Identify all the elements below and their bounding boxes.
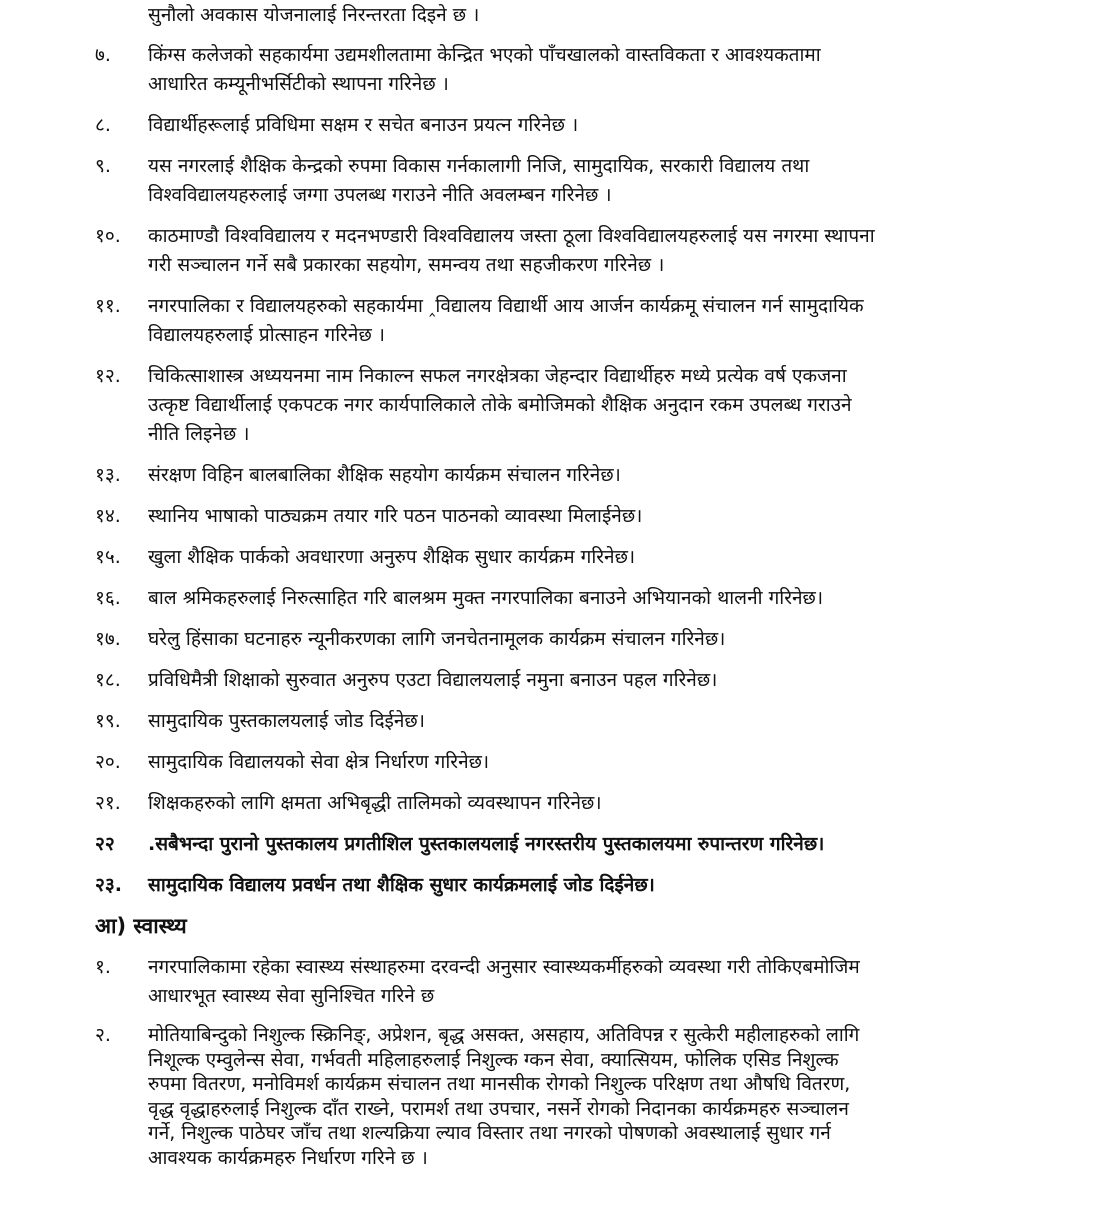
list-item <box>0 543 1093 572</box>
item-text <box>148 953 1093 1011</box>
text-line: शिक्षकहरुको लागि क्षमता अभिबृद्धी तालिमको व्यवस्थापन गरिनेछ। <box>148 792 602 814</box>
item-number: १८. <box>95 669 121 691</box>
item-number: १४. <box>95 505 121 527</box>
item-text <box>148 625 1093 654</box>
text-line: मोतियाबिन्दुको निशुल्क स्क्रिनिङ्, अप्रेशन, बृद्ध असक्त, असहाय, अतिविपन्न र सुत्केरी महीलाहरुको लागि <box>148 1024 860 1046</box>
item-number: ८. <box>95 114 111 136</box>
item-number: २३. <box>95 874 122 896</box>
list-item <box>0 461 1093 490</box>
item-text <box>148 152 1093 210</box>
text-line: रुपमा वितरण, मनोविमर्श कार्यक्रम संचालन तथा मानसीक रोगको निशुल्क परिक्षण तथा औषधि वितरण, <box>148 1073 851 1095</box>
text-line: गर्ने, निशुल्क पाठेघर जाँच तथा शल्यक्रिया ल्याव विस्तार तथा नगरको पोषणको अवस्थालाई सुधार गर्न <box>148 1122 831 1144</box>
text-line: प्रविधिमैत्री शिक्षाको सुरुवात अनुरुप एउटा विद्यालयलाई नमुना बनाउन पहल गरिनेछ। <box>148 669 718 691</box>
list-item <box>0 292 1093 350</box>
list-item <box>0 666 1093 695</box>
item-number: ७. <box>95 44 111 66</box>
text-line: नीति लिइनेछ । <box>148 423 250 445</box>
list-item <box>0 748 1093 777</box>
list-item <box>0 41 1093 99</box>
item-text <box>148 707 1093 736</box>
continuation-line: सुनौलो अवकास योजनालाई निरन्तरता दिइने छ । <box>148 4 480 26</box>
list-item <box>0 1023 1093 1170</box>
text-line: चिकित्साशास्त्र अध्ययनमा नाम निकाल्न सफल नगरक्षेत्रका जेहन्दार विद्यार्थीहरु मध्ये प्रत्येक वर्ष एकजना <box>148 365 847 387</box>
item-text <box>148 789 1093 818</box>
text-line: गरी सञ्चालन गर्ने सबै प्रकारका सहयोग, समन्वय तथा सहजीकरण गरिनेछ । <box>148 254 665 276</box>
text-line: किंग्स कलेजको सहकार्यमा उद्यमशीलतामा केन्द्रित भएको पाँचखालको वास्तविकता र आवश्यकतामा <box>148 44 821 66</box>
item-text <box>148 584 1093 613</box>
text-line: विद्यालयहरुलाई प्रोत्साहन गरिनेछ । <box>148 324 385 346</box>
item-number: १७. <box>95 628 121 650</box>
item-text <box>148 41 1093 99</box>
list-item <box>0 789 1093 818</box>
item-number: १. <box>95 956 111 978</box>
item-number: १९. <box>95 710 121 732</box>
item-number: १६. <box>95 587 121 609</box>
text-line: विद्यार्थीहरूलाई प्रविधिमा सक्षम र सचेत बनाउन प्रयत्न गरिनेछ । <box>148 114 579 136</box>
item-number: १३. <box>95 464 121 486</box>
item-text <box>148 748 1093 777</box>
text-line: उत्कृष्ट विद्यार्थीलाई एकपटक नगर कार्यपालिकाले तोके बमोजिमको शैक्षिक अनुदान रकम उपलब्ध गराउने <box>148 394 852 416</box>
item-number: १०. <box>95 225 121 247</box>
item-number: १५. <box>95 546 121 568</box>
item-text <box>148 830 1093 859</box>
item-text <box>148 461 1093 490</box>
item-text <box>148 543 1093 572</box>
text-line: सामुदायिक विद्यालयको सेवा क्षेत्र निर्धारण गरिनेछ। <box>148 751 490 773</box>
text-line: आधारभूत स्वास्थ्य सेवा सुनिश्चित गरिने छ <box>148 985 435 1007</box>
text-line: नगरपालिकामा रहेका स्वास्थ्य संस्थाहरुमा दरवन्दी अनुसार स्वास्थ्यकर्मीहरुको व्यवस्था गरी तोकिएबमोजिम <box>148 956 860 978</box>
text-line: बाल श्रमिकहरुलाई निरुत्साहित गरि बालश्रम मुक्त नगरपालिका बनाउने अभियानको थालनी गरिनेछ। <box>148 587 824 609</box>
text-line: खुला शैक्षिक पार्कको अवधारणा अनुरुप शैक्षिक सुधार कार्यक्रम गरिनेछ। <box>148 546 636 568</box>
list-item <box>0 871 1093 900</box>
list-item <box>0 152 1093 210</box>
list-item <box>0 830 1093 859</box>
list-item <box>0 953 1093 1011</box>
list-item <box>0 222 1093 280</box>
item-text <box>148 1023 1093 1170</box>
text-line: सामुदायिक विद्यालय प्रवर्धन तथा शैक्षिक सुधार कार्यक्रमलाई जोड दिईनेछ। <box>148 874 655 896</box>
item-text <box>148 666 1093 695</box>
item-text <box>148 292 1093 350</box>
item-number: ९. <box>95 155 111 177</box>
text-line: सामुदायिक पुस्तकालयलाई जोड दिईनेछ। <box>148 710 425 732</box>
text-line: यस नगरलाई शैक्षिक केन्द्रको रुपमा विकास गर्नकालागी निजि, सामुदायिक, सरकारी विद्यालय तथा <box>148 155 810 177</box>
list-item <box>0 502 1093 531</box>
item-number: २२ <box>95 833 115 855</box>
text-line: वृद्ध वृद्धाहरुलाई निशुल्क दाँत राख्ने, परामर्श तथा उपचार, नसर्ने रोगको निदानका कार्यक्रमहरु सञ्चालन <box>148 1097 849 1120</box>
list-item <box>0 625 1093 654</box>
item-number: २०. <box>95 751 121 773</box>
text-line: घरेलु हिंसाका घटनाहरु न्यूनीकरणका लागि जनचेतनामूलक कार्यक्रम संचालन गरिनेछ। <box>148 628 726 650</box>
item-text <box>148 362 1093 449</box>
text-line: नगरपालिका र विद्यालयहरुको सहकार्यमा ‸विद्यालय विद्यार्थी आय आर्जन कार्यक्रमू संचालन गर्न सामुदायिक <box>148 295 864 317</box>
text-line: स्थानिय भाषाको पाठ्यक्रम तयार गरि पठन पाठनको व्यावस्था मिलाईनेछ। <box>148 505 643 527</box>
list-item <box>0 584 1093 613</box>
list-item <box>0 362 1093 449</box>
item-text <box>148 222 1093 280</box>
item-text <box>148 111 1093 140</box>
item-text <box>148 502 1093 531</box>
text-line: आवश्यक कार्यक्रमहरु निर्धारण गरिने छ । <box>148 1146 428 1169</box>
item-number: ११. <box>95 295 121 317</box>
text-line: आधारित कम्यूनीभर्सिटीको स्थापना गरिनेछ । <box>148 73 449 95</box>
section-heading-health: आ) स्वास्थ्य <box>95 914 187 938</box>
policy-list <box>0 41 1093 1182</box>
list-item <box>0 707 1093 736</box>
text-line: निशूल्क एम्वुलेन्स सेवा, गर्भवती महिलाहरुलाई निशुल्क ग्कन सेवा, क्यात्सियम, फोलिक एसिड निशुल्क <box>148 1048 839 1071</box>
item-number: २. <box>95 1024 111 1046</box>
item-number: १२. <box>95 365 121 387</box>
text-line: विश्वविद्यालयहरुलाई जग्गा उपलब्ध गराउने नीति अवलम्बन गरिनेछ । <box>148 184 612 206</box>
item-number: २१. <box>95 792 121 814</box>
text-line: .सबैभन्दा पुरानो पुस्तकालय प्रगतीशिल पुस्तकालयलाई नगरस्तरीय पुस्तकालयमा रुपान्तरण गरिनेछ। <box>148 833 825 855</box>
text-line: काठमाण्डौ विश्वविद्यालय र मदनभण्डारी विश्वविद्यालय जस्ता ठूला विश्वविद्यालयहरुलाई यस नगरमा स्थापना <box>148 225 875 247</box>
list-item <box>0 111 1093 140</box>
item-text <box>148 871 1093 900</box>
text-line: संरक्षण विहिन बालबालिका शैक्षिक सहयोग कार्यक्रम संचालन गरिनेछ। <box>148 464 621 486</box>
